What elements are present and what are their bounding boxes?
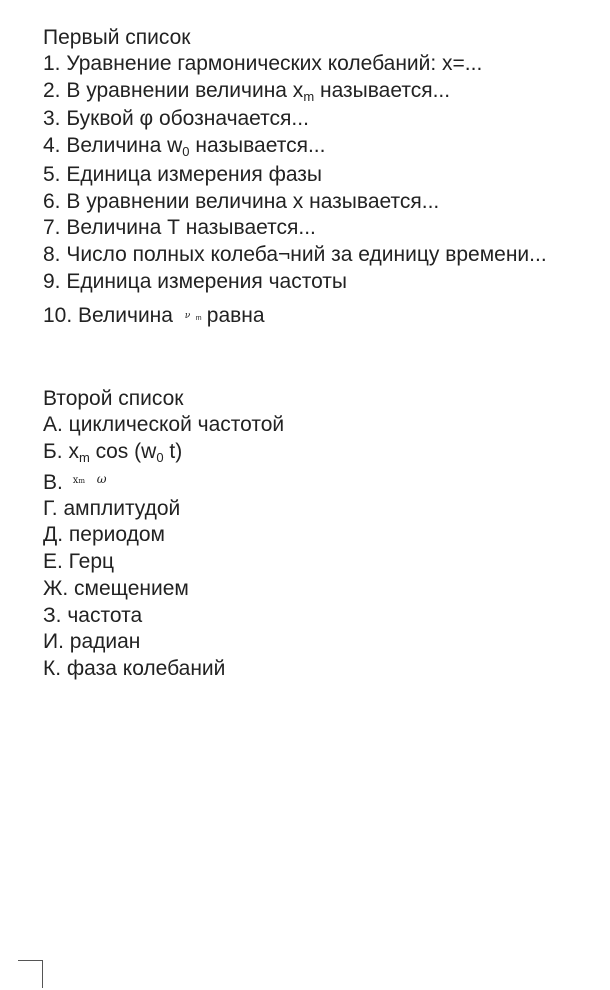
list-item bbox=[43, 470, 603, 496]
list-item bbox=[43, 133, 603, 162]
subscript: m bbox=[303, 88, 315, 104]
subscript: 0 bbox=[156, 450, 164, 466]
list-item: 1. Уравнение гармонических колебаний: х=... bbox=[43, 52, 483, 75]
first-list bbox=[43, 51, 603, 331]
formula-subscript: m bbox=[195, 315, 202, 323]
formula-image bbox=[69, 470, 115, 492]
list-item: Ж. смещением bbox=[43, 576, 189, 600]
item-text: t) bbox=[163, 440, 183, 464]
list-item: К. фаза колебаний bbox=[43, 656, 226, 680]
list-item: Д. периодом bbox=[43, 523, 165, 547]
second-list-heading: Второй список bbox=[43, 387, 184, 411]
subscript: m bbox=[78, 450, 90, 466]
list-item bbox=[43, 301, 603, 331]
list-item: И. радиан bbox=[43, 630, 141, 654]
second-list-section bbox=[43, 385, 603, 682]
list-item: 8. Число полных колеба¬ний за единицу времени... bbox=[43, 242, 547, 266]
list-item bbox=[43, 78, 603, 107]
list-item: 7. Величина Т называется... bbox=[43, 216, 316, 240]
first-list-heading: Первый список bbox=[43, 26, 191, 49]
formula-image bbox=[179, 301, 207, 321]
item-text: Б. x bbox=[43, 440, 79, 464]
item-text: 4. Величина w bbox=[43, 134, 183, 158]
item-text: cos (w bbox=[89, 440, 157, 464]
list-item: 6. В уравнении величина х называется... bbox=[43, 189, 440, 213]
formula-symbol bbox=[73, 468, 85, 494]
item-text: 2. В уравнении величина x bbox=[43, 78, 304, 102]
subscript: 0 bbox=[182, 144, 190, 160]
item-text: равна bbox=[206, 304, 265, 328]
document-page bbox=[43, 24, 603, 683]
list-item: А. циклической частотой bbox=[43, 413, 285, 437]
formula-symbol: ω bbox=[96, 471, 107, 486]
list-item: Г. амплитудой bbox=[43, 496, 181, 520]
item-text: В. bbox=[43, 470, 69, 494]
page-corner-mark bbox=[18, 960, 43, 988]
list-item: 9. Единица измерения частоты bbox=[43, 269, 348, 293]
formula-subscript: m bbox=[78, 476, 85, 485]
list-item: З. частота bbox=[43, 603, 143, 627]
item-text: называется... bbox=[189, 134, 326, 158]
formula-var: x bbox=[72, 474, 79, 486]
item-text: называется... bbox=[314, 78, 451, 102]
list-item: Е. Герц bbox=[43, 550, 115, 574]
list-item bbox=[43, 439, 603, 468]
list-item: 5. Единица измерения фазы bbox=[43, 162, 323, 186]
formula-symbol: ν bbox=[184, 311, 191, 322]
item-text: 10. Величина bbox=[43, 304, 179, 328]
list-item: 3. Буквой φ обозначается... bbox=[43, 107, 309, 131]
second-list bbox=[43, 412, 603, 682]
